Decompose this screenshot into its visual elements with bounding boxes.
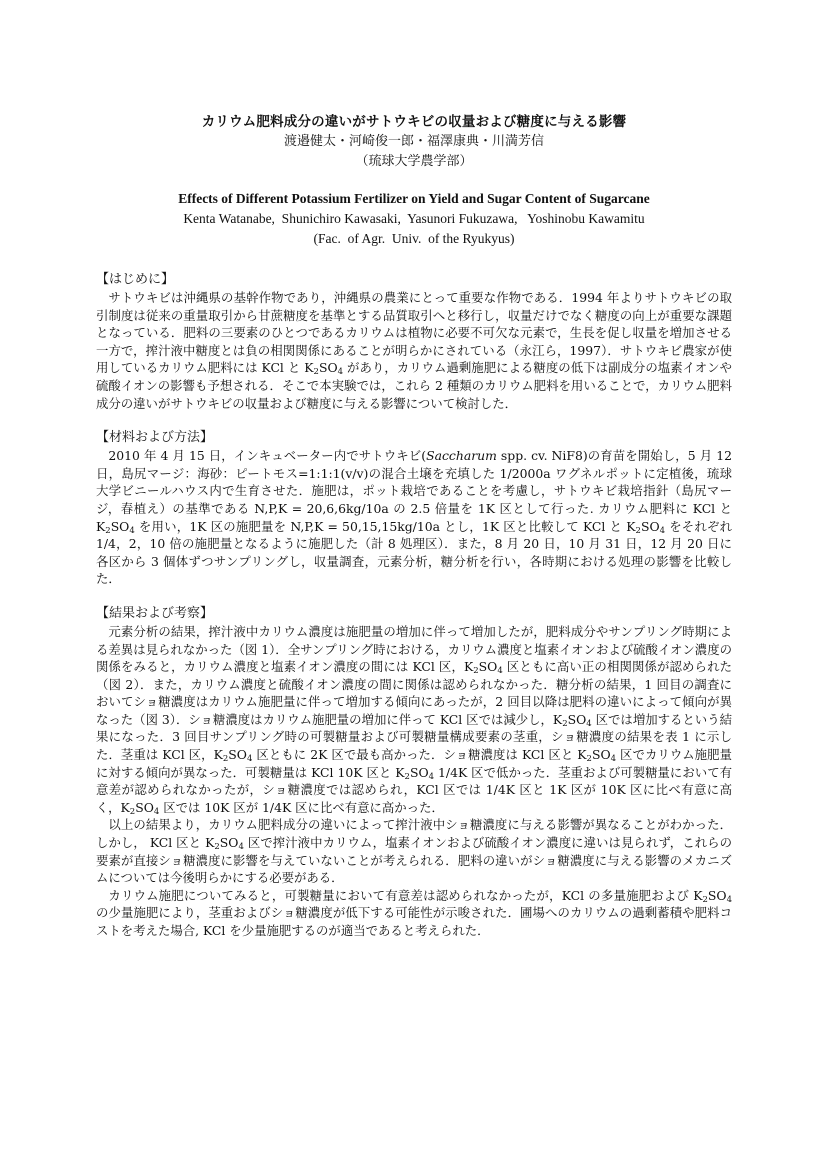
section-heading: 【結果および考察】 <box>96 605 214 621</box>
section-introduction <box>96 271 732 412</box>
english-title: Effects of Different Potassium Fertilizer on Yield and Sugar Content of Sugarcane <box>178 191 650 206</box>
paragraph: 元素分析の結果，搾汁液中カリウム濃度は施肥量の増加に伴って増加したが，肥料成分やサンプリング時期による差異は見られなかった（図 1）．全サンプリング時における，カリウム濃度と塩素イオンおよび硫酸イオン濃度の関係をみると，カリウム濃度と塩素イオン濃度の間には KCl 区，$K_2SO_4$ 区ともに高い正の相関関係が認められた（図 2）．また，カリウム濃度と硫酸イオン濃度の間に関係は認められなかった．糖分析の結果，1 回目の調査においてショ糖濃度はカリウム施肥量に伴って増加する傾向にあったが，2 回目以降は肥料の違いによって傾向が異なった（図 3）．ショ糖濃度はカリウム施肥量の増加に伴って KCl 区では減少し，$K_2SO_4$ 区では増加するという結果になった．3 回目サンプリング時の可製糖量および可製糖量構成要素の茎重，ショ糖濃度の結果を表 1 に示した．茎重は KCl 区，$K_2SO_4$ 区ともに 2K 区で最も高かった．ショ糖濃度は KCl 区と $K_2SO_4$ 区でカリウム施肥量に対する傾向が異なった．可製糖量は KCl 10K 区と $K_2SO_4$ 1/4K 区で低かった．茎重および可製糖量において有意差が認められなかったが，ショ糖濃度では認められ，KCl 区では 1/4K 区と 1K 区が 10K 区に比べ有意に高く，$K_2SO_4$ 区では 10K 区が 1/4K 区に比べ有意に高かった． <box>96 623 733 817</box>
section-results <box>96 605 732 940</box>
japanese-affiliation: （琉球大学農学部） <box>355 154 473 169</box>
section-heading: 【はじめに】 <box>96 272 175 287</box>
english-authors: Kenta Watanabe, Shunichiro Kawasaki, Yasunori Fukuzawa, Yoshinobu Kawamitu <box>183 211 645 226</box>
paper-page <box>96 112 732 940</box>
paragraph: カリウム施肥についてみると，可製糖量において有意差は認められなかったが，KCl の多量施肥および $K_2SO_4$ の少量施肥により，茎重およびショ糖濃度が低下する可能性が示唆された．圃場へのカリウムの過剰蓄積や肥料コストを考えた場合, KCl を少量施肥するのが適当であると考えられた． <box>96 887 732 938</box>
paragraph: サトウキビは沖縄県の基幹作物であり，沖縄県の農業にとって重要な作物である．1994 年よりサトウキビの取引制度は従来の重量取引から甘蔗糖度を基準とする品質取引へと移行し，収量だけでなく糖度の向上が重要な課題となっている．肥料の三要素のひとつであるカリウムは植物に必要不可欠な元素で，生長を促し収量を増加させる一方で，搾汁液中糖度とは負の相関関係にあることが明らかにされている（永江ら，1997）．サトウキビ農家が使用しているカリウム肥料には KCl と $K_2SO_4$ があり，カリウム過剰施肥による糖度の低下は副成分の塩素イオンや硫酸イオンの影響も予想される．そこで本実験では，これら 2 種類のカリウム肥料を用いることで，カリウム肥料成分の違いがサトウキビの収量および糖度に与える影響について検討した． <box>96 290 732 411</box>
japanese-authors: 渡邉健太・河崎俊一郎・福澤康典・川満芳信 <box>283 134 544 149</box>
english-affiliation: (Fac. of Agr. Univ. of the Ryukyus) <box>313 231 515 246</box>
paper-header <box>96 112 732 249</box>
japanese-title: カリウム肥料成分の違いがサトウキビの収量および糖度に与える影響 <box>201 114 627 130</box>
paragraph: 以上の結果より，カリウム肥料成分の違いによって搾汁液中ショ糖濃度に与える影響が異なることがわかった．しかし， KCl 区と $K_2SO_4$ 区で搾汁液中カリウム，塩素イオンおよび硫酸イオン濃度に違いは見られず，これらの要素が直接ショ糖濃度に影響を与えていないことが考えられる．肥料の違いがショ糖濃度に与える影響のメカニズムについては今後明らかにする必要がある． <box>96 817 732 886</box>
section-heading: 【材料および方法】 <box>96 430 214 446</box>
paragraph: 2010 年 4 月 15 日，インキュベーター内でサトウキビ(Saccharum spp. cv. NiF8)の育苗を開始し，5 月 12 日，島尻マージ：海砂：ピートモス=1:1:1(v/v)の混合土壌を充填した 1/2000a ワグネルポットに定植後，琉球大学ビニールハウス内で生育させた．施肥は，ポット栽培であることを考慮し，サトウキビ栽培指針（島尻マージ，春植え）の基準である N,P,K = 20,6,6kg/10a の 2.5 倍量を 1K 区として行った. カリウム肥料に KCl と $K_2SO_4$ を用い，1K 区の施肥量を N,P,K = 50,15,15kg/10a とし，1K 区と比較して KCl と $K_2SO_4$ をそれぞれ 1/4，2，10 倍の施肥量となるように施肥した（計 8 処理区）．また，8 月 20 日，10 月 31 日，12 月 20 日に各区から 3 個体ずつサンプリングし，収量調査，元素分析，糖分析を行い，各時期における処理の影響を比較した． <box>96 448 732 587</box>
section-methods <box>96 429 732 588</box>
